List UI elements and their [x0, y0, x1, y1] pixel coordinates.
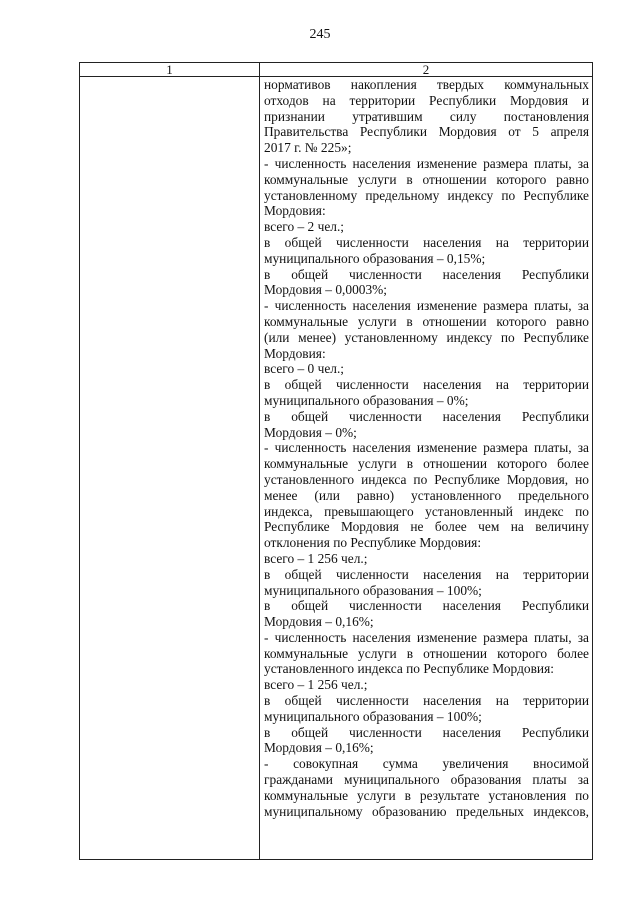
text-line: - численность населения изменение размера платы, за	[264, 629, 589, 645]
text-line: установленного индекса по Республике Мордовия:	[264, 661, 554, 677]
text-line: коммунальные услуги в отношении которого более	[264, 645, 589, 661]
column-2-cell	[260, 77, 592, 859]
text-line: Мордовия – 0,16%;	[264, 740, 374, 756]
text-line: в общей численности населения Республики	[264, 266, 589, 282]
column-2-text	[264, 77, 589, 819]
text-line: всего – 2 чел.;	[264, 219, 345, 235]
text-line: Мордовия – 0,0003%;	[264, 282, 388, 298]
text-line: муниципального образования – 0,15%;	[264, 250, 486, 266]
text-line: всего – 1 256 чел.;	[264, 550, 368, 566]
text-line: в общей численности населения на территории	[264, 566, 589, 582]
text-line: коммунальные услуги в отношении которого равно	[264, 171, 589, 187]
text-line: - численность населения изменение размера платы, за	[264, 155, 589, 171]
text-line: муниципального образования – 100%;	[264, 708, 482, 724]
text-line: муниципального образования – 100%;	[264, 582, 482, 598]
text-line: Мордовия – 0%;	[264, 424, 357, 440]
text-line: в общей численности населения Республики	[264, 408, 589, 424]
text-line: в общей численности населения на территории	[264, 234, 589, 250]
text-line: отклонения по Республике Мордовия:	[264, 535, 482, 551]
text-line: Мордовия:	[264, 345, 326, 361]
text-line: всего – 1 256 чел.;	[264, 677, 368, 693]
text-line: всего – 0 чел.;	[264, 361, 345, 377]
text-line: отходов на территории Республики Мордовия и	[264, 92, 589, 108]
text-line: Мордовия:	[264, 203, 326, 219]
text-line: муниципальному образованию предельных индексов,	[264, 803, 589, 819]
page-number: 245	[309, 27, 331, 42]
text-line: в общей численности населения на территории	[264, 377, 589, 393]
content-table	[79, 62, 593, 860]
text-line: в общей численности населения Республики	[264, 724, 589, 740]
text-line: - численность населения изменение размера платы, за	[264, 440, 589, 456]
text-line: установленному предельному индексу по Республике	[264, 187, 589, 203]
text-line: Правительства Республики Мордовия от 5 апреля	[264, 124, 589, 140]
text-line: в общей численности населения Республики	[264, 598, 589, 614]
text-line: признании утратившим силу постановления	[264, 108, 589, 124]
text-line: нормативов накопления твердых коммунальных	[264, 77, 589, 92]
text-line: в общей численности населения на территории	[264, 693, 589, 709]
text-line: 2017 г. № 225»;	[264, 140, 352, 156]
text-line: коммунальные услуги в отношении которого равно	[264, 313, 589, 329]
column-1-cell	[80, 77, 260, 859]
text-line: коммунальные услуги в результате установления по	[264, 787, 589, 803]
column-1-header: 1	[80, 63, 260, 76]
text-line: менее (или равно) установленного предельного	[264, 487, 589, 503]
text-line: муниципального образования – 0%;	[264, 392, 469, 408]
text-line: индекса, превышающего установленный индекс по	[264, 503, 589, 519]
text-line: Мордовия – 0,16%;	[264, 614, 374, 630]
text-line: гражданами муниципального образования платы за	[264, 772, 589, 788]
text-line: коммунальные услуги в отношении которого более	[264, 456, 589, 472]
text-line: Республике Мордовия не более чем на величину	[264, 519, 589, 535]
text-line: установленного индекса по Республике Мордовия, но	[264, 471, 589, 487]
text-line: - численность населения изменение размера платы, за	[264, 298, 589, 314]
text-line: - совокупная сумма увеличения вносимой	[264, 756, 589, 772]
table-header-row	[80, 63, 592, 77]
table-body-row	[80, 77, 592, 859]
text-line: (или менее) установленному индексу по Республике	[264, 329, 589, 345]
column-2-header: 2	[422, 62, 430, 77]
